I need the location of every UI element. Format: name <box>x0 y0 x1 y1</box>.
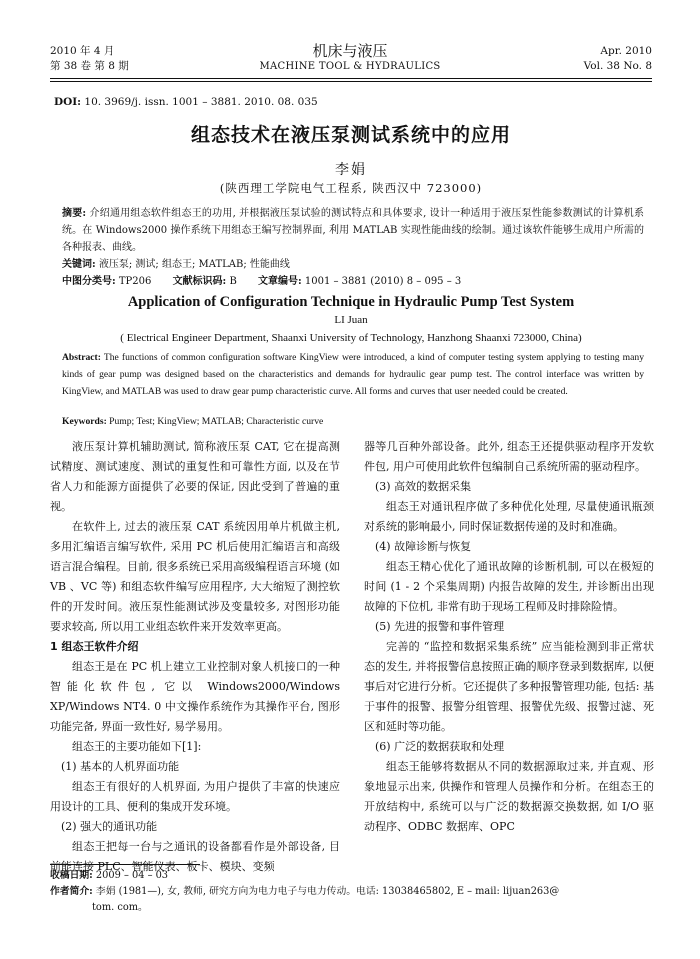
doi-line <box>54 96 318 108</box>
affiliation-cn: (陕西理工学院电气工程系, 陕西汉中 723000) <box>219 181 483 195</box>
clc-value: TP206 <box>115 276 152 287</box>
abstract-en-text: The functions of common configuration software KingView were introduced, a kind of computer testing system applying to testing many kinds of gear pump was designed based on the characteristics and demands for hydraulic gear pump test. The control interface was written by KingView, and MATLAB was used to draw gear pump characteristic curve. All forms and curves that user needed could be created. <box>62 352 644 397</box>
received-value: 2009 – 04 – 03 <box>92 870 169 881</box>
keywords-en-label: Keywords: <box>62 416 107 427</box>
author-cn: 李娟 <box>335 162 367 178</box>
header-date-cn: 2010 年 4 月 <box>50 45 115 57</box>
list-heading: (3) 高效的数据采集 <box>375 480 472 493</box>
paragraph: 组态王对通讯程序做了多种优化处理, 尽量使通讯瓶颈对系统的影响最小, 同时保证数据传递的及时和准确。 <box>364 500 654 533</box>
abstract-en-label: Abstract: <box>62 352 101 363</box>
list-heading: (2) 强大的通讯功能 <box>61 820 158 833</box>
author-bio-continued: tom. com。 <box>92 902 148 913</box>
clc-number <box>62 276 151 287</box>
journal-name-en: MACHINE TOOL & HYDRAULICS <box>259 61 441 72</box>
paper-title-en: Application of Configuration Technique in Hydraulic Pump Test System <box>127 294 575 310</box>
header-issue-info-en <box>584 44 652 74</box>
journal-name <box>200 42 500 74</box>
doc-code-value: B <box>226 276 237 287</box>
article-number-label: 文章编号: <box>257 276 302 287</box>
author-bio <box>50 884 652 900</box>
abstract-cn-text: 介绍通用组态软件组态王的功用, 并根据液压泵试验的测试特点和具体要求, 设计一种适用于液压泵性能参数测试的计算机系统。在 Windows2000 操作系统下用组态王编写控制界面, 利用 MATLAB 实现性能曲线的绘制。通过该软件能够生成用户所需的各种报表、曲线。 <box>62 208 644 253</box>
keywords-cn-text: 液压泵; 测试; 组态王; MATLAB; 性能曲线 <box>95 259 290 270</box>
paper-title-cn: 组态技术在液压泵测试系统中的应用 <box>190 124 511 146</box>
header-rule-thick <box>50 78 652 79</box>
paragraph: 组态王精心优化了通讯故障的诊断机制, 可以在极短的时间 (1 - 2 个采集周期) 内报告故障的发生, 并诊断出出现故障的下位机, 非常有助于现场工程师及时排除险情。 <box>364 560 654 613</box>
affiliation-en: ( Electrical Engineer Department, Shaanxi University of Technology, Hanzhong Shaanxi 723000, China) <box>120 332 582 344</box>
received-date <box>50 868 652 884</box>
article-number <box>258 276 461 287</box>
body-column-right <box>364 437 654 837</box>
header-date-en: Apr. 2010 <box>600 45 652 57</box>
keywords-cn-label: 关键词: <box>62 259 96 270</box>
journal-name-cn: 机床与液压 <box>312 42 388 60</box>
classification-cn <box>62 272 479 287</box>
keywords-cn <box>62 255 290 270</box>
paragraph: 组态王是在 PC 机上建立工业控制对象人机接口的一种智能化软件包, 它以 Windows2000/Windows XP/Windows NT4. 0 中文操作系统作为其操作平台, 图形功能完备, 界面一致性好, 易学易用。 <box>50 660 340 733</box>
paragraph: 液压泵计算机辅助测试, 简称液压泵 CAT, 它在提高测试精度、测试速度、测试的重复性和可靠性方面, 以及在节省人力和能源方面提供了必要的保证, 因此受到了普遍的重视。 <box>50 440 340 513</box>
list-heading: (1) 基本的人机界面功能 <box>61 760 180 773</box>
author-en: LI Juan <box>334 314 368 326</box>
clc-label: 中图分类号: <box>62 276 116 287</box>
article-number-value: 1001 – 3881 (2010) 8 – 095 – 3 <box>301 276 462 287</box>
doc-code-label: 文献标识码: <box>172 276 227 287</box>
footnote <box>50 868 652 916</box>
header-rule-thin <box>50 81 652 82</box>
keywords-en-text: Pump; Test; KingView; MATLAB; Characteristic curve <box>106 416 324 427</box>
paragraph: 组态王有很好的人机界面, 为用户提供了丰富的快速应用设计的工具、便利的集成开发环境。 <box>50 780 340 813</box>
abstract-cn-label: 摘要: <box>62 208 87 219</box>
author-bio-label: 作者简介: <box>50 886 93 897</box>
paragraph: 组态王能够将数据从不同的数据源取过来, 并直观、形象地显示出来, 供操作和管理人员操作和分析。在组态王的开放结构中, 系统可以与广泛的数据源交换数据, 如 I/O 驱动程序、ODBC 数据库、OPC <box>364 760 654 833</box>
paragraph: 组态王的主要功能如下[1]: <box>72 740 202 753</box>
list-heading: (5) 先进的报警和事件管理 <box>375 620 505 633</box>
abstract-en <box>62 349 644 400</box>
paragraph: 组态王把每一台与之通讯的设备都看作是外部设备, 目前能连接 PLC、智能仪表、板卡、模块、变频 <box>50 840 340 873</box>
doc-code <box>173 276 237 287</box>
doi-value: 10. 3969/j. issn. 1001 – 3881. 2010. 08. 035 <box>81 96 318 108</box>
author-bio-text: 李娟 (1981—), 女, 教师, 研究方向为电力电子与电力传动。电话: 13038465802, E – mail: lijuan263@ <box>92 886 560 897</box>
paragraph: 在软件上, 过去的液压泵 CAT 系统因用单片机做主机, 多用汇编语言编写软件, 采用 PC 机后使用汇编语言和高级语言混合编程。目前, 很多系统已采用高级编程语言环境 (如 VB 、VC 等) 和组态软件编写应用程序, 大大缩短了测控软件的开发时间。液压泵性能测试涉及变量较多, 对图形功能要求较高, 所以用工业组态软件来开发效率更高。 <box>50 520 340 633</box>
body-column-left <box>50 437 340 877</box>
header-volume-en: Vol. 38 No. 8 <box>583 60 652 72</box>
paragraph: 完善的 “监控和数据采集系统” 应当能检测到非正常状态的发生, 并将报警信息按照正确的顺序登录到数据库, 以便事后对它进行分析。它还提供了多种报警管理功能, 包括: 基于事件的报警、报警分组管理、报警优先级、报警过滤、死区和延时等功能。 <box>364 640 654 733</box>
list-heading: (4) 故障诊断与恢复 <box>375 540 472 553</box>
section-heading: 1 组态王软件介绍 <box>50 640 139 653</box>
received-label: 收稿日期: <box>50 870 93 881</box>
header-volume-cn: 第 38 卷 第 8 期 <box>50 60 129 72</box>
keywords-en <box>62 416 323 427</box>
abstract-cn <box>62 205 644 256</box>
list-heading: (6) 广泛的数据获取和处理 <box>375 740 505 753</box>
paragraph: 器等几百种外部设备。此外, 组态王还提供驱动程序开发软件包, 用户可使用此软件包编制自己系统所需的驱动程序。 <box>364 440 654 473</box>
footnote-rule <box>50 864 200 865</box>
header-issue-info <box>50 44 129 74</box>
doi-label: DOI: <box>54 96 82 108</box>
